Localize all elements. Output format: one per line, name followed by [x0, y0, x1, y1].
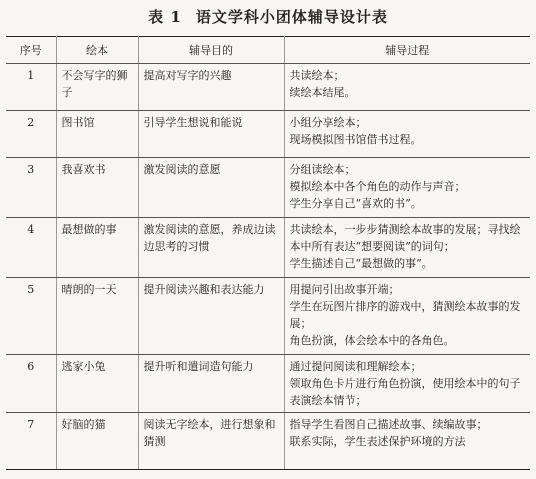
process-line: 通过提问阅读和理解绘本； [289, 360, 422, 373]
header-purpose: 辅导目的 [138, 37, 284, 64]
row-purpose: 提升听和遣词造句能力 [138, 355, 284, 413]
row-purpose: 阅读无字绘本，进行想象和猜测 [138, 413, 284, 470]
guidance-design-table [6, 36, 530, 470]
row-number: 1 [6, 64, 56, 111]
row-number: 3 [6, 158, 56, 218]
row-book: 图书馆 [56, 111, 138, 158]
table-row [6, 158, 530, 218]
row-process [284, 413, 530, 470]
row-book: 我喜欢书 [56, 158, 138, 218]
row-process [284, 218, 530, 278]
row-book: 逃家小兔 [56, 355, 138, 413]
row-book: 最想做的事 [56, 218, 138, 278]
row-process [284, 64, 530, 111]
process-line: 现场模拟图书馆借书过程。 [289, 133, 422, 146]
process-line: 学生描述自己“最想做的事”。 [289, 257, 433, 270]
row-process [284, 355, 530, 413]
row-process [284, 158, 530, 218]
table-row [6, 278, 530, 355]
table-row [6, 218, 530, 278]
process-line: 学生在玩图片排序的游戏中，猜测绘本故事的发展； [289, 300, 521, 330]
process-line: 共读绘本； [289, 69, 345, 82]
table-row [6, 355, 530, 413]
row-process [284, 111, 530, 158]
process-line: 学生分享自己“喜欢的书”。 [289, 197, 422, 210]
process-line: 用提问引出故事开端； [289, 283, 400, 296]
row-book: 好脑的猫 [56, 413, 138, 470]
row-process [284, 278, 530, 355]
header-process: 辅导过程 [284, 37, 530, 64]
row-purpose: 激发阅读的意愿，养成边读边思考的习惯 [138, 218, 284, 278]
header-number: 序号 [6, 37, 56, 64]
row-book: 不会写字的狮子 [56, 64, 138, 111]
process-line: 小组分享绘本； [289, 116, 367, 129]
process-line: 角色扮演，体会绘本中的各角色。 [289, 334, 455, 347]
row-purpose: 提升阅读兴趣和表达能力 [138, 278, 284, 355]
row-number: 6 [6, 355, 56, 413]
process-line: 共读绘本，一步步猜测绘本故事的发展；寻找绘本中所有表达“想要阅读”的词句； [289, 223, 521, 253]
table-row [6, 111, 530, 158]
row-book: 晴朗的一天 [56, 278, 138, 355]
process-line: 指导学生看图自己描述故事、续编故事； [289, 418, 488, 431]
process-line: 分组读绘本； [289, 163, 356, 176]
table-header-row [6, 37, 530, 64]
row-number: 2 [6, 111, 56, 158]
table-title-text: 语文学科小团体辅导设计表 [195, 8, 388, 26]
row-purpose: 提高对写字的兴趣 [138, 64, 284, 111]
row-number: 7 [6, 413, 56, 470]
table-title [0, 6, 536, 27]
table-number: 表 1 [148, 8, 182, 26]
table-row [6, 64, 530, 111]
process-line: 领取角色卡片进行角色扮演，使用绘本中的句子表演绘本情节； [289, 377, 521, 407]
row-purpose: 引导学生想说和能说 [138, 111, 284, 158]
row-purpose: 激发阅读的意愿 [138, 158, 284, 218]
process-line: 联系实际，学生表述保护环境的方法 [289, 435, 466, 448]
row-number: 4 [6, 218, 56, 278]
process-line: 续绘本结尾。 [289, 86, 356, 99]
table-row [6, 413, 530, 470]
header-book: 绘本 [56, 37, 138, 64]
process-line: 模拟绘本中各个角色的动作与声音； [289, 180, 466, 193]
row-number: 5 [6, 278, 56, 355]
